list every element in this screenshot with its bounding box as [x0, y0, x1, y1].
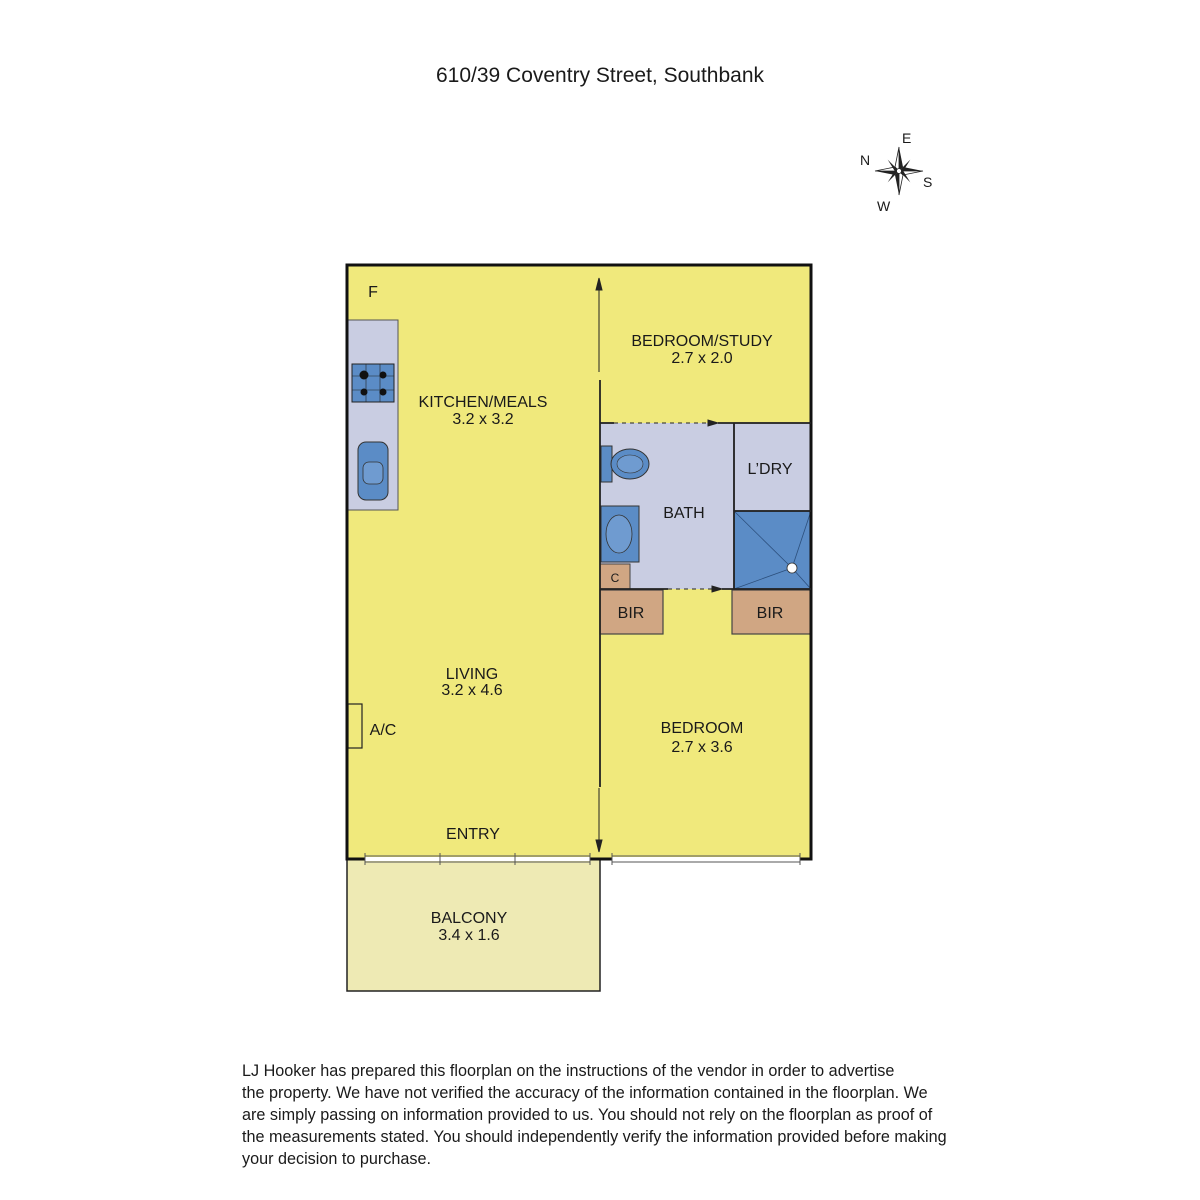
- disclaimer-line: the property. We have not verified the accuracy of the information contained in the floorplan. We: [242, 1084, 928, 1102]
- laundry-label: L’DRY: [747, 461, 793, 478]
- ac-label: A/C: [369, 722, 397, 739]
- living-name-label: LIVING: [445, 666, 499, 683]
- bedroom-name-label: BEDROOM: [660, 720, 744, 737]
- basin-icon: [601, 506, 639, 562]
- bath-label: BATH: [663, 505, 705, 522]
- bedroom-size-label: 2.7 x 3.6: [671, 739, 733, 756]
- plan-title: 610/39 Coventry Street, Southbank: [435, 64, 765, 87]
- robe-right-label: BIR: [756, 605, 784, 622]
- compass-south-label: S: [923, 174, 933, 190]
- cooktop-icon: [352, 364, 394, 402]
- disclaimer-line: LJ Hooker has prepared this floorplan on the instructions of the vendor in order to advertise: [242, 1062, 895, 1080]
- balcony-size-label: 3.4 x 1.6: [438, 927, 500, 944]
- study-size-label: 2.7 x 2.0: [671, 350, 733, 367]
- compass-east-label: E: [902, 130, 912, 146]
- fridge-label: F: [368, 284, 378, 301]
- compass-west-label: W: [877, 198, 891, 214]
- entry-label: ENTRY: [446, 826, 500, 843]
- disclaimer-line: the measurements stated. You should independently verify the information provided before making: [242, 1128, 947, 1146]
- kitchen-sink-icon: [358, 442, 388, 500]
- cupboard-label: C: [610, 571, 620, 585]
- disclaimer-text: [242, 1060, 982, 1170]
- disclaimer-line: your decision to purchase.: [242, 1150, 431, 1168]
- kitchen-name-label: KITCHEN/MEALS: [418, 394, 548, 411]
- compass-north-label: N: [860, 152, 871, 168]
- ac-unit: [348, 704, 362, 748]
- study-name-label: BEDROOM/STUDY: [631, 333, 773, 350]
- robe-left-label: BIR: [617, 605, 645, 622]
- disclaimer-line: are simply passing on information provided to us. You should not rely on the floorplan as proof of: [242, 1106, 933, 1124]
- shower-icon: [734, 511, 811, 589]
- kitchen-size-label: 3.2 x 3.2: [452, 411, 514, 428]
- balcony-name-label: BALCONY: [430, 910, 508, 927]
- living-size-label: 3.2 x 4.6: [441, 682, 503, 699]
